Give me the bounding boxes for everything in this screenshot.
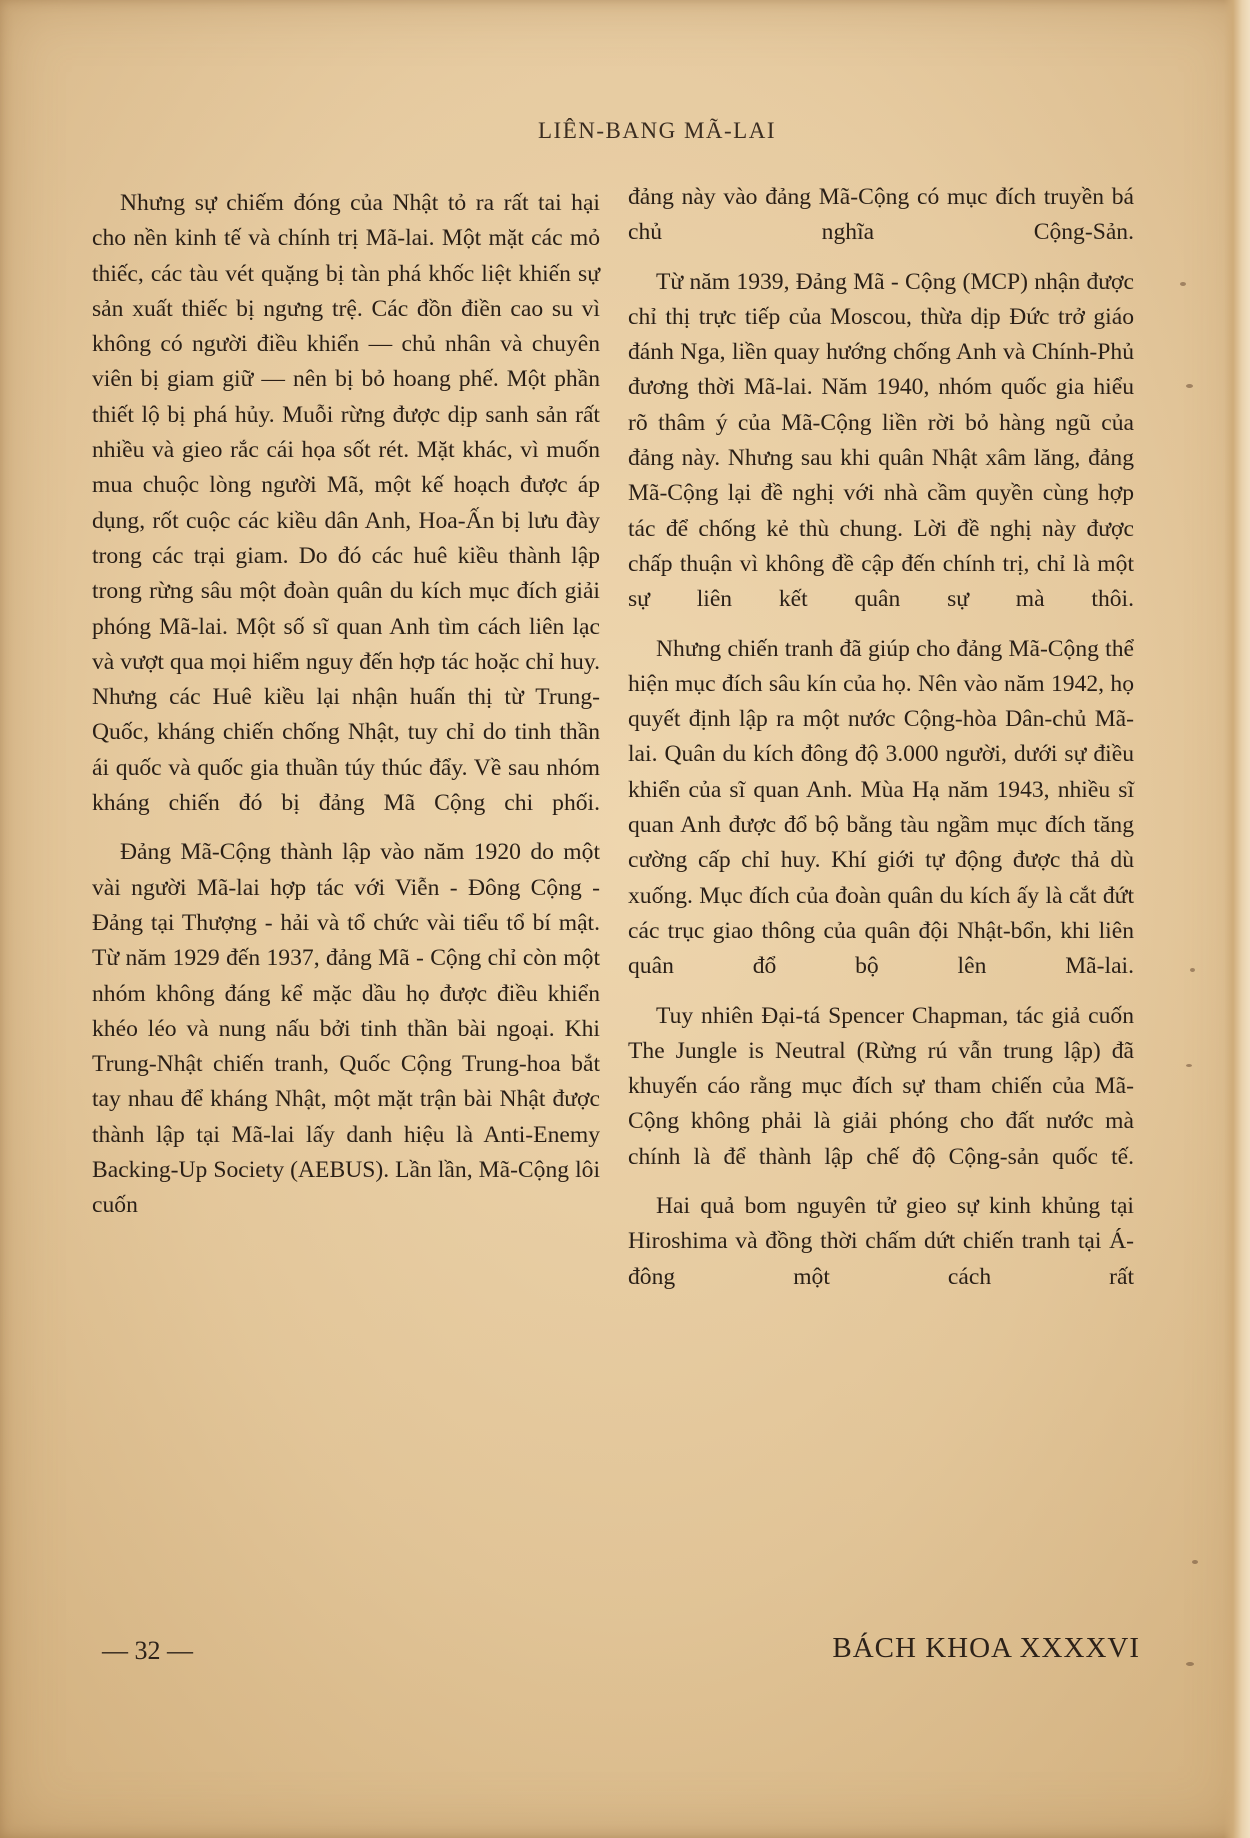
left-column — [92, 186, 600, 1224]
paper-speck — [1180, 282, 1186, 286]
running-title-text: LIÊN-BANG MÃ-LAI — [538, 118, 776, 143]
paper-speck — [1190, 968, 1195, 972]
paper-speck — [1186, 384, 1193, 388]
paper-speck — [1192, 1560, 1198, 1564]
left-paragraph-1: Nhưng sự chiếm đóng của Nhật tỏ ra rất tai hại cho nền kinh tế và chính trị Mã-lai. Một mặt các mỏ thiếc, các tàu vét quặng bị tàn phá khốc liệt khiến sự sản xuất thiếc bị ngưng trệ. Các đồn điền cao su vì không có người điều khiển — chủ nhân và chuyên viên bị giam giữ — nên bị bỏ hoang phế. Một phần thiết lộ bị phá hủy. Muỗi rừng được dịp sanh sản rất nhiều và gieo rắc cái họa sốt rét. Mặt khác, vì muốn mua chuộc lòng người Mã, một kế hoạch được áp dụng, rốt cuộc các kiều dân Anh, Hoa-Ấn bị lưu đày trong các trại giam. Do đó các huê kiều thành lập trong rừng sâu một đoàn quân du kích mục đích giải phóng Mã-lai. Một số sĩ quan Anh tìm cách liên lạc và vượt qua mọi hiểm nguy đến hợp tác hoặc chỉ huy. Nhưng các Huê kiều lại nhận huấn thị từ Trung-Quốc, kháng chiến chống Nhật, tuy chỉ do tinh thần ái quốc và quốc gia thuần túy thúc đẩy. Về sau nhóm kháng chiến đó bị đảng Mã Cộng chi phối. — [92, 190, 600, 817]
left-paragraph-2: Đảng Mã-Cộng thành lập vào năm 1920 do một vài người Mã-lai hợp tác với Viễn - Đông Cộng - Đảng tại Thượng - hải và tổ chức vài tiểu tổ bí mật. Từ năm 1929 đến 1937, đảng Mã - Cộng chỉ còn một nhóm không đáng kể mặc dầu họ được điều khiển khéo léo và nung nấu bởi tinh thần bài ngoại. Khi Trung-Nhật chiến tranh, Quốc Cộng Trung-hoa bắt tay nhau để kháng Nhật, một mặt trận bài Nhật được thành lập tại Mã-lai lấy danh hiệu là Anti-Enemy Backing-Up Society (AEBUS). Lần lần, Mã-Cộng lôi cuốn — [92, 839, 600, 1219]
page-edge — [1224, 0, 1250, 1838]
right-paragraph-1: đảng này vào đảng Mã-Cộng có mục đích truyền bá chủ nghĩa Cộng-Sản. — [628, 184, 1134, 246]
right-paragraph-3: Nhưng chiến tranh đã giúp cho đảng Mã-Cộng thể hiện mục đích sâu kín của họ. Nên vào năm 1942, họ quyết định lập ra một nước Cộng-hòa Dân-chủ Mã-lai. Quân du kích đông độ 3.000 người, dưới sự điều khiển của sĩ quan Anh. Mùa Hạ năm 1943, nhiều sĩ quan Anh được đổ bộ bằng tàu ngầm mục đích tăng cường cấp chỉ huy. Khí giới tự động được thả dù xuống. Mục đích của đoàn quân du kích ấy là cắt đứt các trục giao thông của quân đội Nhật-bổn, khi liên quân đổ bộ lên Mã-lai. — [628, 635, 1134, 980]
right-paragraph-5: Hai quả bom nguyên tử gieo sự kinh khủng tại Hiroshima và đồng thời chấm dứt chiến tranh tại Á-đông một cách rất — [628, 1193, 1134, 1290]
right-paragraph-2: Từ năm 1939, Đảng Mã - Cộng (MCP) nhận được chỉ thị trực tiếp của Moscou, thừa dịp Đức trở giáo đánh Nga, liền quay hướng chống Anh và Chính-Phủ đương thời Mã-lai. Năm 1940, nhóm quốc gia hiểu rõ thâm ý của Mã-Cộng liền rời bỏ hàng ngũ của đảng này. Nhưng sau khi quân Nhật xâm lăng, đảng Mã-Cộng lại đề nghị với nhà cầm quyền cùng hợp tác để chống kẻ thù chung. Lời đề nghị này được chấp thuận vì không đề cập đến chính trị, chỉ là một sự liên kết quân sự mà thôi. — [628, 268, 1134, 613]
publication-name: BÁCH KHOA XXXXVI — [832, 1632, 1140, 1664]
paper-speck — [1186, 1064, 1192, 1067]
right-paragraph-4: Tuy nhiên Đại-tá Spencer Chapman, tác giả cuốn The Jungle is Neutral (Rừng rú vẫn trung lập) đã khuyến cáo rằng mục đích sự tham chiến của Mã-Cộng không phải là giải phóng cho đất nước mà chính là để thành lập chế độ Cộng-sản quốc tế. — [628, 1002, 1134, 1170]
right-column — [628, 180, 1134, 1295]
running-title — [0, 118, 1210, 144]
paper-speck — [1186, 1662, 1194, 1666]
page-number: — 32 — — [102, 1636, 193, 1665]
